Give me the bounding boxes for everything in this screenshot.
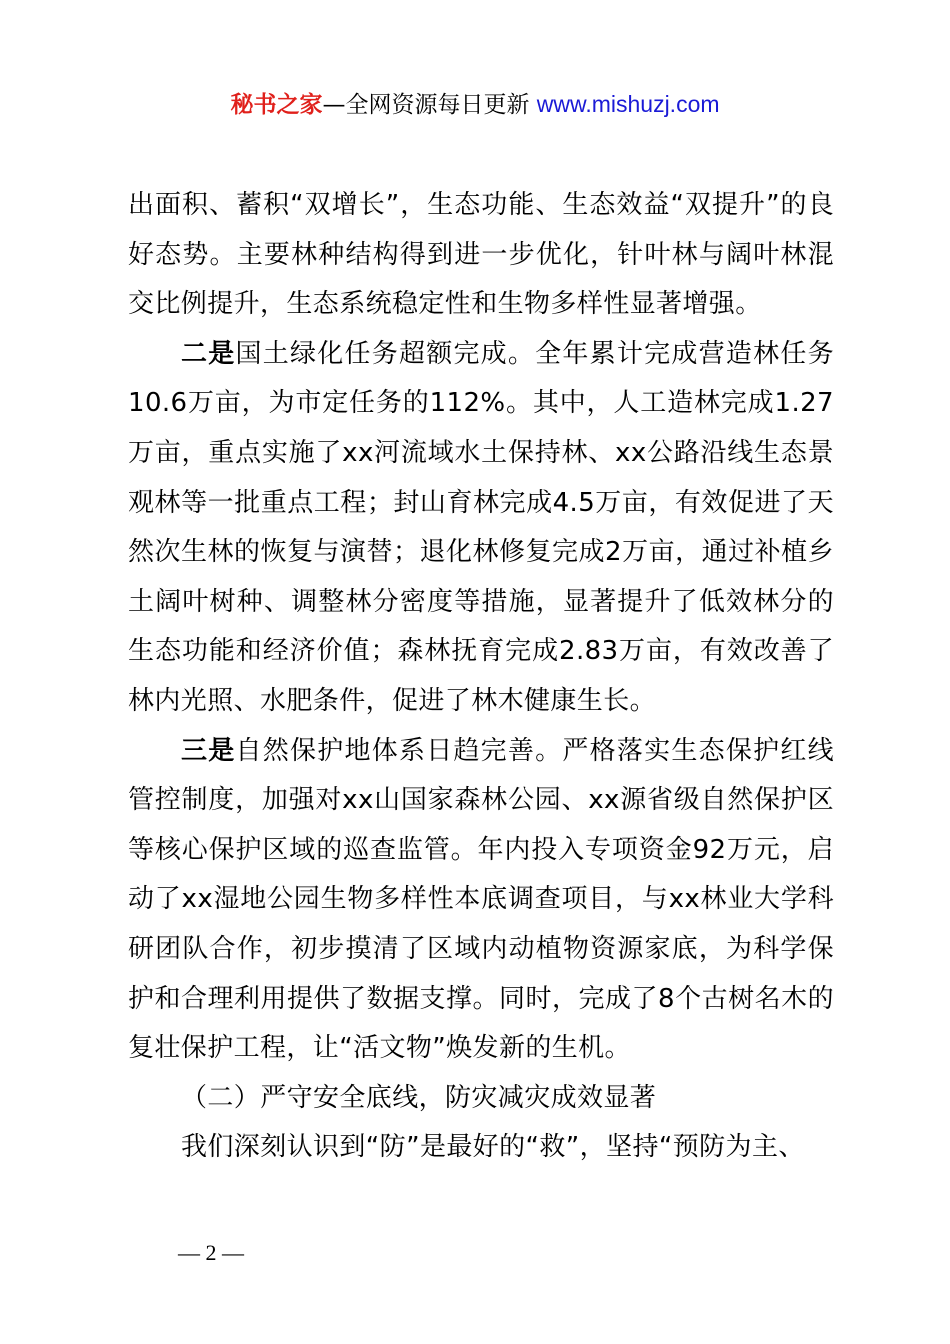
document-body bbox=[128, 181, 834, 1173]
site-tagline: —全网资源每日更新 bbox=[322, 92, 537, 118]
site-url-link[interactable]: www.mishuzj.com bbox=[536, 91, 720, 117]
section-heading: （二）严守安全底线，防灾减灾成效显著 bbox=[181, 1082, 657, 1113]
paragraph-protected-areas bbox=[128, 727, 834, 1074]
site-name: 秘书之家 bbox=[230, 92, 323, 118]
paragraph-afforestation bbox=[128, 330, 834, 727]
page-number: — 2 — bbox=[178, 1240, 244, 1265]
paragraph-continuation: 出面积、蓄积“双增长”，生态功能、生态效益“双提升”的良好态势。主要林种结构得到进一步优化，针叶林与阔叶林混交比例提升，生态系统稳定性和生物多样性显著增强。 bbox=[128, 190, 834, 320]
site-header bbox=[0, 86, 950, 123]
paragraph-text: 自然保护地体系日趋完善。严格落实生态保护红线管控制度，加强对xx山国家森林公园、xx源省级自然保护区等核心保护区域的巡查监管。年内投入专项资金92万元，启动了xx湿地公园生物多样性本底调查项目，与xx林业大学科研团队合作，初步摸清了区域内动植物资源家底，为科学保护和合理利用提供了数据支撑。同时，完成了8个古树名木的复壮保护工程，让“活文物”焕发新的生机。 bbox=[128, 735, 834, 1064]
paragraph-disaster-prevention: 我们深刻认识到“防”是最好的“救”，坚持“预防为主、 bbox=[181, 1132, 805, 1163]
paragraph-lead-label: 二是 bbox=[181, 338, 236, 369]
paragraph-text: 国土绿化任务超额完成。全年累计完成营造林任务10.6万亩，为市定任务的112%。其中，人工造林完成1.27万亩，重点实施了xx河流域水土保持林、xx公路沿线生态景观林等一批重点工程；封山育林完成4.5万亩，有效促进了天然次生林的恢复与演替；退化林修复完成2万亩，通过补植乡土阔叶树种、调整林分密度等措施，显著提升了低效林分的生态功能和经济价值；森林抚育完成2.83万亩，有效改善了林内光照、水肥条件，促进了林木健康生长。 bbox=[128, 338, 834, 716]
paragraph-lead-label: 三是 bbox=[181, 735, 236, 766]
